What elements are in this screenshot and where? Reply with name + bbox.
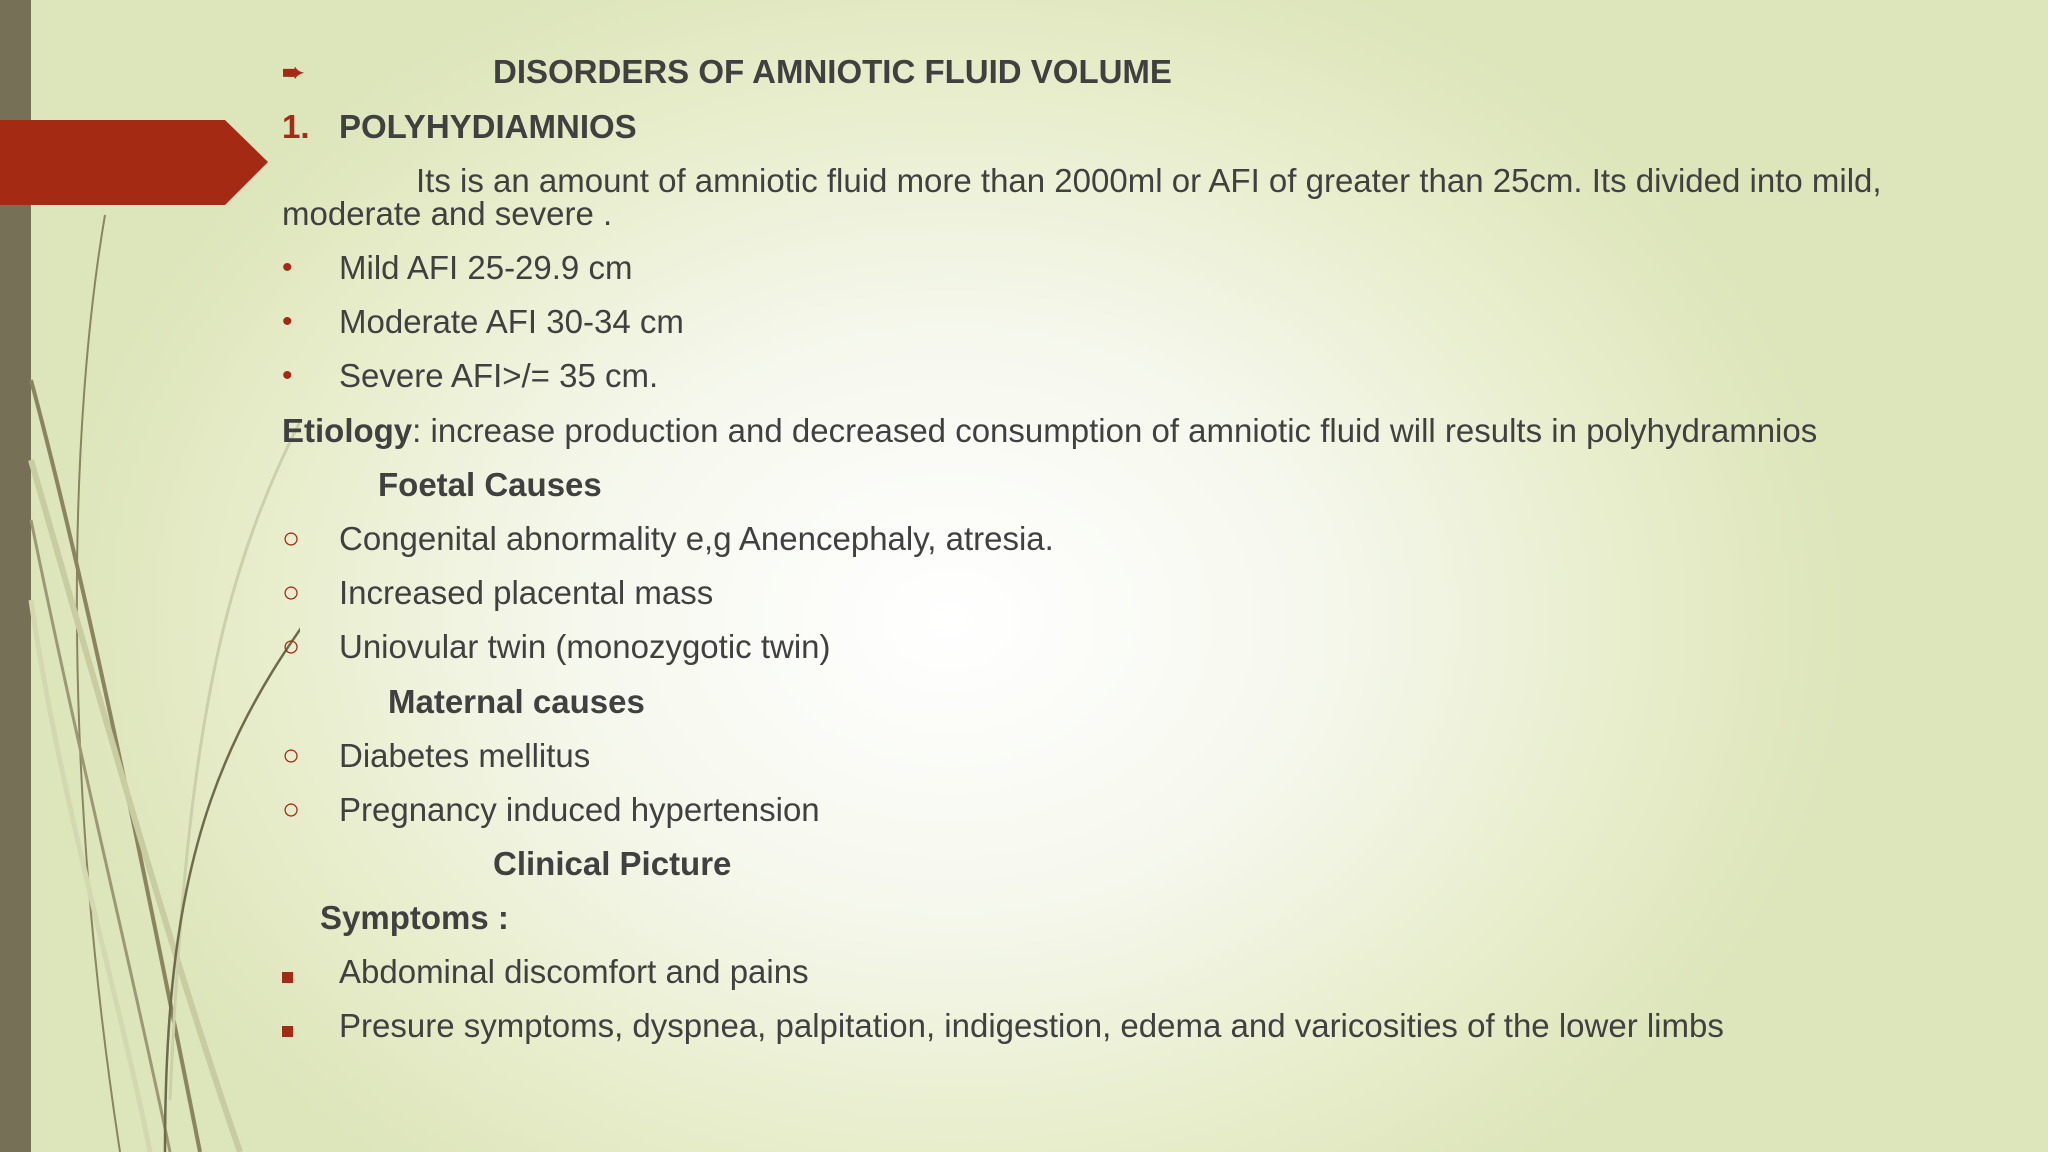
- title-arrow-tab: [0, 120, 268, 205]
- intro-paragraph-line2: moderate and severe .: [282, 195, 613, 232]
- severity-moderate: Moderate AFI 30-34 cm: [339, 303, 684, 340]
- square-bullet-icon: [282, 1007, 293, 1045]
- circle-bullet-icon: ○: [282, 522, 301, 555]
- section-title: POLYHYDIAMNIOS: [339, 108, 637, 145]
- section-number: 1.: [282, 108, 310, 145]
- etiology-label: Etiology: [282, 412, 413, 449]
- maternal-cause: Pregnancy induced hypertension: [339, 791, 820, 828]
- foetal-cause: Increased placental mass: [339, 574, 714, 611]
- intro-text-1: Its is an amount of amniotic fluid more than 2000ml or AFI of greater than 25cm. Its divided into mild,: [416, 162, 1882, 199]
- etiology-line: [282, 412, 1817, 450]
- circle-bullet-icon: ○: [282, 793, 301, 826]
- arrow-bullet-icon: ➨: [282, 57, 304, 87]
- bullet-dot-icon: •: [282, 305, 293, 338]
- clinical-picture-heading: Clinical Picture: [493, 845, 732, 882]
- circle-bullet-icon: ○: [282, 739, 301, 772]
- bullet-dot-icon: •: [282, 359, 293, 392]
- maternal-cause: Diabetes mellitus: [339, 737, 591, 774]
- foetal-cause: Congenital abnormality e,g Anencephaly, atresia.: [339, 520, 1054, 557]
- bullet-dot-icon: •: [282, 251, 293, 284]
- foetal-causes-heading: Foetal Causes: [378, 466, 602, 503]
- square-bullet-icon: [282, 953, 293, 991]
- slide-title: DISORDERS OF AMNIOTIC FLUID VOLUME: [493, 53, 1172, 90]
- etiology-text: : increase production and decreased consumption of amniotic fluid will results in polyhydramnios: [412, 412, 1818, 449]
- maternal-causes-heading: Maternal causes: [388, 683, 645, 720]
- circle-bullet-icon: ○: [282, 576, 301, 609]
- foetal-cause: Uniovular twin (monozygotic twin): [339, 628, 831, 665]
- symptom: Abdominal discomfort and pains: [339, 953, 809, 990]
- severity-severe: Severe AFI>/= 35 cm.: [339, 357, 659, 394]
- symptoms-heading: Symptoms :: [320, 899, 509, 936]
- severity-mild: Mild AFI 25-29.9 cm: [339, 249, 633, 286]
- circle-bullet-icon: ○: [282, 630, 301, 663]
- symptom: Presure symptoms, dyspnea, palpitation, indigestion, edema and varicosities of the lower limbs: [339, 1007, 1724, 1044]
